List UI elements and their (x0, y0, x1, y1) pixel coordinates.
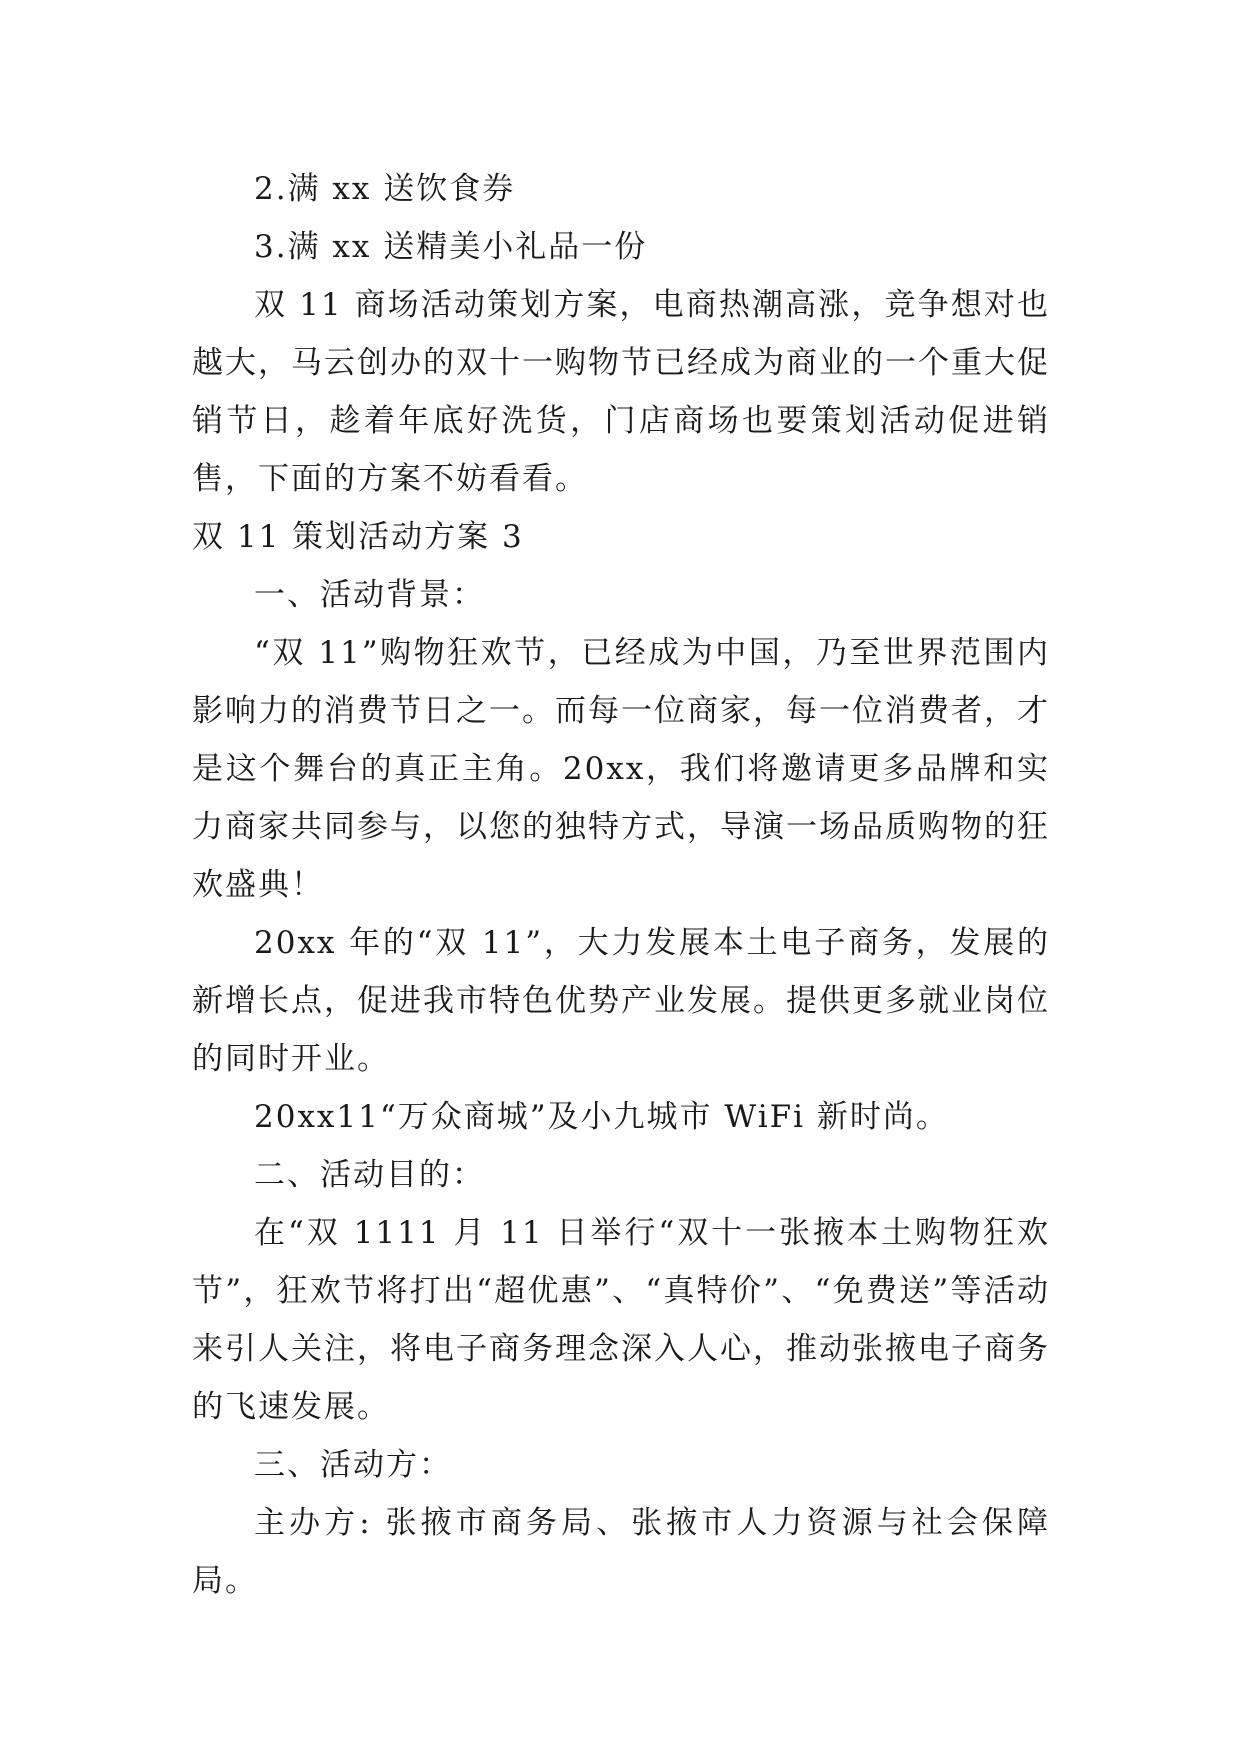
intro-paragraph: 双 11 商场活动策划方案，电商热潮高涨，竞争想对也越大，马云创办的双十一购物节已经成为商业的一个重大促销节日，趁着年底好洗货，门店商场也要策划活动促进销售，下面的方案不妨看看。 (192, 287, 1050, 497)
purpose-paragraph: 在“双 1111 月 11 日举行“双十一张掖本土购物狂欢节”，狂欢节将打出“超优惠”、“真特价”、“免费送”等活动来引人关注，将电子商务理念深入人心，推动张掖电子商务的飞速发展。 (192, 1215, 1050, 1425)
list-item-2: 2.满 xx 送饮食券 (254, 171, 516, 207)
background-paragraph: “双 11”购物狂欢节，已经成为中国，乃至世界范围内影响力的消费节日之一。而每一位商家，每一位消费者，才是这个舞台的真正主角。20xx，我们将邀请更多品牌和实力商家共同参与，以您的独特方式，导演一场品质购物的狂欢盛典！ (192, 635, 1050, 903)
list-item-3: 3.满 xx 送精美小礼品一份 (254, 229, 648, 265)
mall-paragraph: 20xx11“万众商城”及小九城市 WiFi 新时尚。 (254, 1099, 949, 1135)
organizer-heading: 三、活动方： (254, 1447, 452, 1483)
document-body (192, 160, 1050, 1610)
development-paragraph: 20xx 年的“双 11”，大力发展本土电子商务，发展的新增长点，促进我市特色优势产业发展。提供更多就业岗位的同时开业。 (192, 925, 1050, 1077)
purpose-heading: 二、活动目的： (254, 1157, 485, 1193)
section-heading: 双 11 策划活动方案 3 (192, 519, 524, 555)
organizer-paragraph: 主办方: 张掖市商务局、张掖市人力资源与社会保障局。 (192, 1505, 1050, 1599)
background-heading: 一、活动背景： (254, 577, 485, 613)
